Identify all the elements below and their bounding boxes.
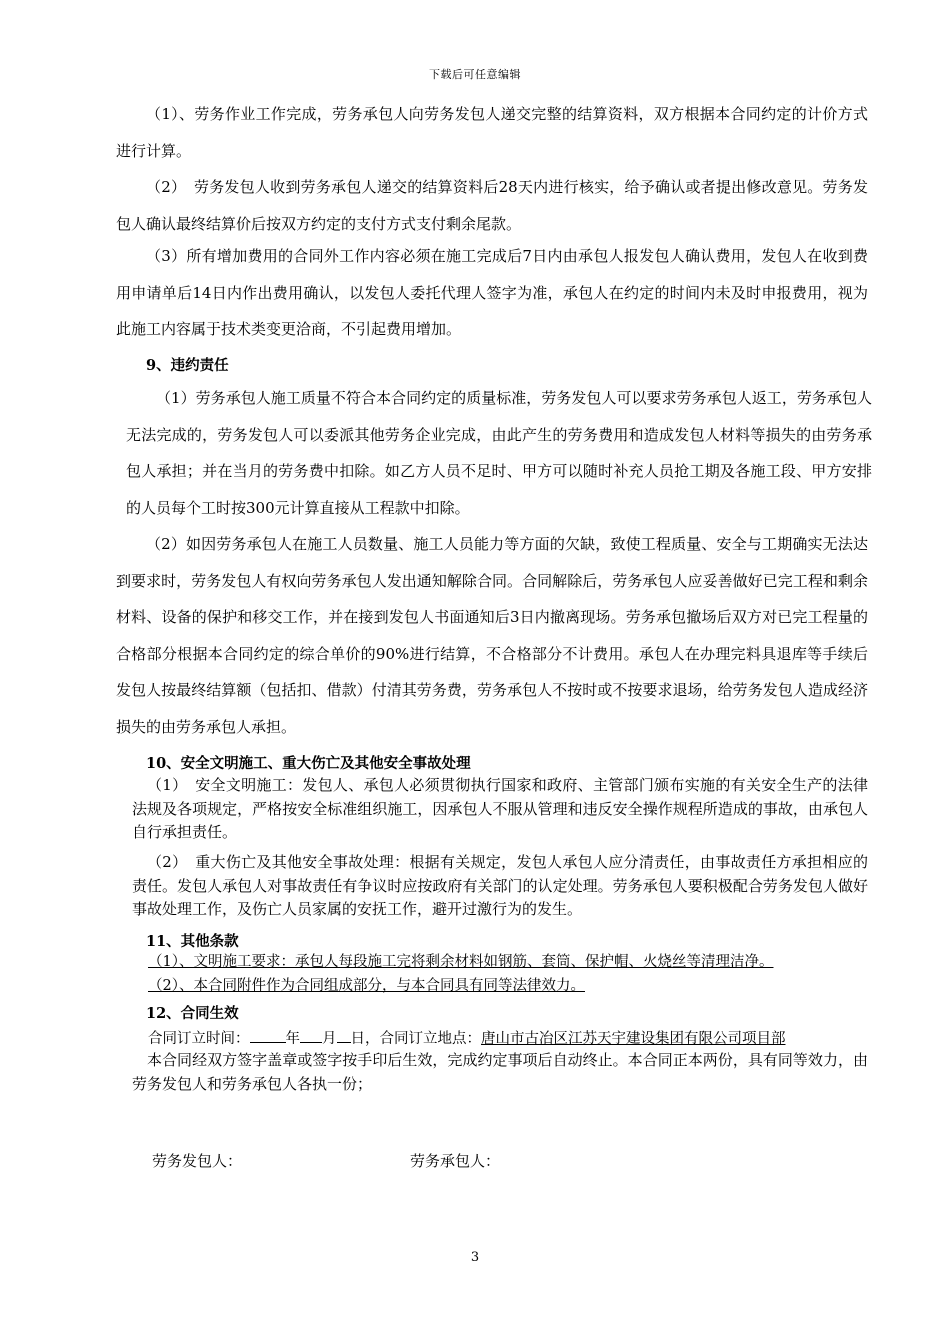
year-blank: [250, 1026, 286, 1043]
sec10-paragraph-2: （2） 重大伤亡及其他安全事故处理：根据有关规定，发包人承包人应分清责任，由事故责任方承担相应的责任。发包人承包人对事故责任有争议时应按政府有关部门的认定处理。劳务承包人要积极配合劳务发包人做好事故处理工作，及伤亡人员家属的安抚工作，避开过激行为的发生。: [132, 853, 868, 918]
signing-time-label: 合同订立时间：: [148, 1031, 250, 1047]
sec8-paragraph-3: （3）所有增加费用的合同外工作内容必须在施工完成后7日内由承包人报发包人确认费用，发包人在收到费用申请单后14日内作出费用确认，以发包人委托代理人签字为准，承包人在约定的时间内未及时申报费用，视为此施工内容属于技术类变更洽商，不引起费用增加。: [116, 247, 868, 338]
day-blank: [337, 1026, 351, 1043]
sec12-paragraph-2: 本合同经双方签字盖章或签字按手印后生效，完成约定事项后自动终止。本合同正本两份，具有同等效力，由劳务发包人和劳务承包人各执一份；: [132, 1051, 868, 1093]
sec9-heading: 9、违约责任: [146, 357, 229, 374]
sec10-heading: 10、安全文明施工、重大伤亡及其他安全事故处理: [146, 755, 471, 772]
sec12-signing-line: [148, 1026, 786, 1049]
sec11-clause-1: [148, 952, 773, 972]
contractor-signature-label: 劳务承包人：: [410, 1152, 501, 1170]
month-blank: [300, 1026, 322, 1043]
sec12-heading: 12、合同生效: [146, 1005, 239, 1022]
sec8-paragraph-2: （2） 劳务发包人收到劳务承包人递交的结算资料后28天内进行核实，给予确认或者提出修改意见。劳务发包人确认最终结算价后按双方约定的支付方式支付剩余尾款。: [116, 178, 868, 233]
sec11-clause-2: [148, 976, 585, 996]
sec11-heading: 11、其他条款: [146, 933, 239, 950]
signing-place: 唐山市古冶区江苏天宇建设集团有限公司项目部: [481, 1031, 786, 1047]
sec11-clause-2-text: （2）、本合同附件作为合同组成部分，与本合同具有同等法律效力。: [148, 978, 585, 994]
sec8-paragraph-1: （1）、劳务作业工作完成，劳务承包人向劳务发包人递交完整的结算资料，双方根据本合同约定的计价方式进行计算。: [116, 105, 868, 160]
sec11-clause-1-text: （1）、文明施工要求：承包人每段施工完将剩余材料如钢筋、套筒、保护帽、火烧丝等清理洁净。: [148, 954, 774, 970]
employer-signature-label: 劳务发包人：: [152, 1152, 243, 1170]
signing-place-label: ，合同订立地点：: [365, 1031, 481, 1047]
page-number: 3: [470, 1250, 480, 1265]
day-label: 日: [350, 1031, 365, 1047]
page-header: 下载后可任意编辑: [429, 68, 521, 81]
sec10-paragraph-1: （1） 安全文明施工：发包人、承包人必须贯彻执行国家和政府、主管部门颁布实施的有关安全生产的法律法规及各项规定，严格按安全标准组织施工，因承包人不服从管理和违反安全操作规程所造成的事故，由承包人自行承担责任。: [132, 776, 868, 841]
month-label: 月: [322, 1031, 337, 1047]
sec9-paragraph-2: （2）如因劳务承包人在施工人员数量、施工人员能力等方面的欠缺，致使工程质量、安全与工期确实无法达到要求时，劳务发包人有权向劳务承包人发出通知解除合同。合同解除后，劳务承包人应妥善做好已完工程和剩余材料、设备的保护和移交工作，并在接到发包人书面通知后3日内撤离现场。劳务承包撤场后双方对已完工程量的合格部分根据本合同约定的综合单价的90%进行结算，不合格部分不计费用。承包人在办理完料具退库等手续后发包人按最终结算额（包括扣、借款）付清其劳务费，劳务承包人不按时或不按要求退场，给劳务发包人造成经济损失的由劳务承包人承担。: [116, 535, 868, 736]
sec9-paragraph-1: （1）劳务承包人施工质量不符合本合同约定的质量标准，劳务发包人可以要求劳务承包人返工，劳务承包人无法完成的，劳务发包人可以委派其他劳务企业完成，由此产生的劳务费用和造成发包人材料等损失的由劳务承包人承担；并在当月的劳务费中扣除。如乙方人员不足时、甲方可以随时补充人员抢工期及各施工段、甲方安排的人员每个工时按300元计算直接从工程款中扣除。: [126, 389, 872, 517]
year-label: 年: [285, 1031, 300, 1047]
